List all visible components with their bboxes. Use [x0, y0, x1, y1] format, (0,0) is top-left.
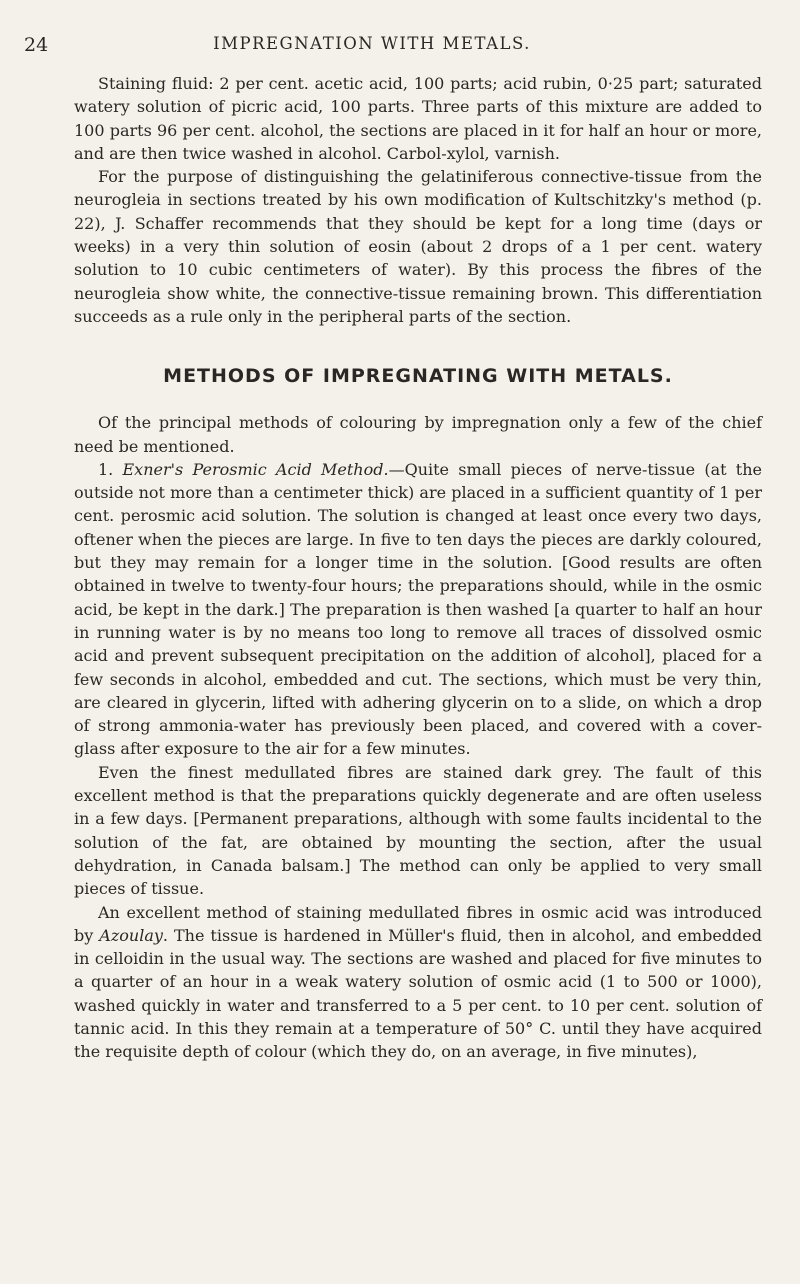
paragraph-intro: Of the principal methods of colouring by impregnation only a few of the chief need be mentioned.: [74, 413, 762, 456]
paragraph-staining-fluid: Staining fluid: 2 per cent. acetic acid, 100 parts; acid rubin, 0·25 part; saturated watery solution of picric acid, 100 parts. Three parts of this mixture are added to 100 parts 96 per cent. alcohol, the sections are placed in it for half an hour or more, and are then twice washed in alcohol. Carbol-xylol, varnish.: [74, 74, 762, 163]
azoulay-name: Azoulay: [99, 925, 163, 945]
running-head: IMPREGNATION WITH METALS.: [213, 34, 531, 53]
azoulay-text-after: . The tissue is hardened in Müller's fluid, then in alcohol, and embedded in celloidin in the usual way. The sections are washed and placed for five minutes to a quarter of an hour in a weak watery solution of osmic acid (1 to 500 or 1000), washed quickly in water and transferred to a 5 per cent. to 10 per cent. solution of tannic acid. In this they remain at a temperature of 50° C. until they have acquired the requisite depth of colour (which they do, on an average, in five minutes),: [74, 925, 763, 1062]
method-title: Exner's Perosmic Acid Method.: [122, 459, 389, 479]
paragraph-azoulay: [74, 901, 762, 1064]
page-number: 24: [24, 34, 49, 56]
paragraph-fine-fibres: Even the finest medullated fibres are stained dark grey. The fault of this excellent method is that the preparations quickly degenerate and are often useless in a few days. [Permanent preparations, although with some faults incidental to the solution of the fat, are obtained by mounting the section, after the usual dehydration, in Canada balsam.] The method can only be applied to very small pieces of tissue.: [74, 762, 762, 899]
method-text: —Quite small pieces of nerve-tissue (at the outside not more than a centimeter thick) are placed in a sufficient quantity of 1 per cent. perosmic acid solution. The solution is changed at least once every two days, oftener when the pieces are large. In five to ten days the pieces are darkly coloured, but they may remain for a longer time in the solution. [Good results are often obtained in twelve to twenty-four hours; the preparations should, while in the osmic acid, be kept in the dark.] The preparation is then washed [a quarter to half an hour in running water is by no means too long to remove all traces of dissolved osmic acid and prevent subsequent precipitation on the addition of alcohol], placed for a few seconds in alcohol, embedded and cut. The sections, which must be very thin, are cleared in glycerin, lifted with adhering glycerin on to a slide, on which a drop of strong ammonia-water has previously been placed, and covered with a cover-glass after exposure to the air for a few minutes.: [74, 459, 763, 759]
paragraph-schaffer: For the purpose of distinguishing the gelatiniferous connective-tissue from the neurogleia in sections treated by his own modification of Kultschitzky's method (p. 22), J. Schaffer recommends that they should be kept for a long time (days or weeks) in a very thin solution of eosin (about 2 drops of a 1 per cent. watery solution to 10 cubic centimeters of water). By this process the fibres of the neurogleia show white, the connective-tissue remaining brown. This differentiation succeeds as a rule only in the peripheral parts of the section.: [74, 167, 762, 326]
paragraph-exner-method: [74, 458, 762, 761]
section-heading: METHODS OF IMPREGNATING WITH METALS.: [163, 365, 673, 388]
page-header: [24, 34, 720, 56]
azoulay-text-before: An excellent method of staining medullated fibres in osmic acid was introduced by: [74, 902, 762, 945]
method-number: 1.: [98, 459, 114, 479]
page-body: [74, 72, 762, 1064]
